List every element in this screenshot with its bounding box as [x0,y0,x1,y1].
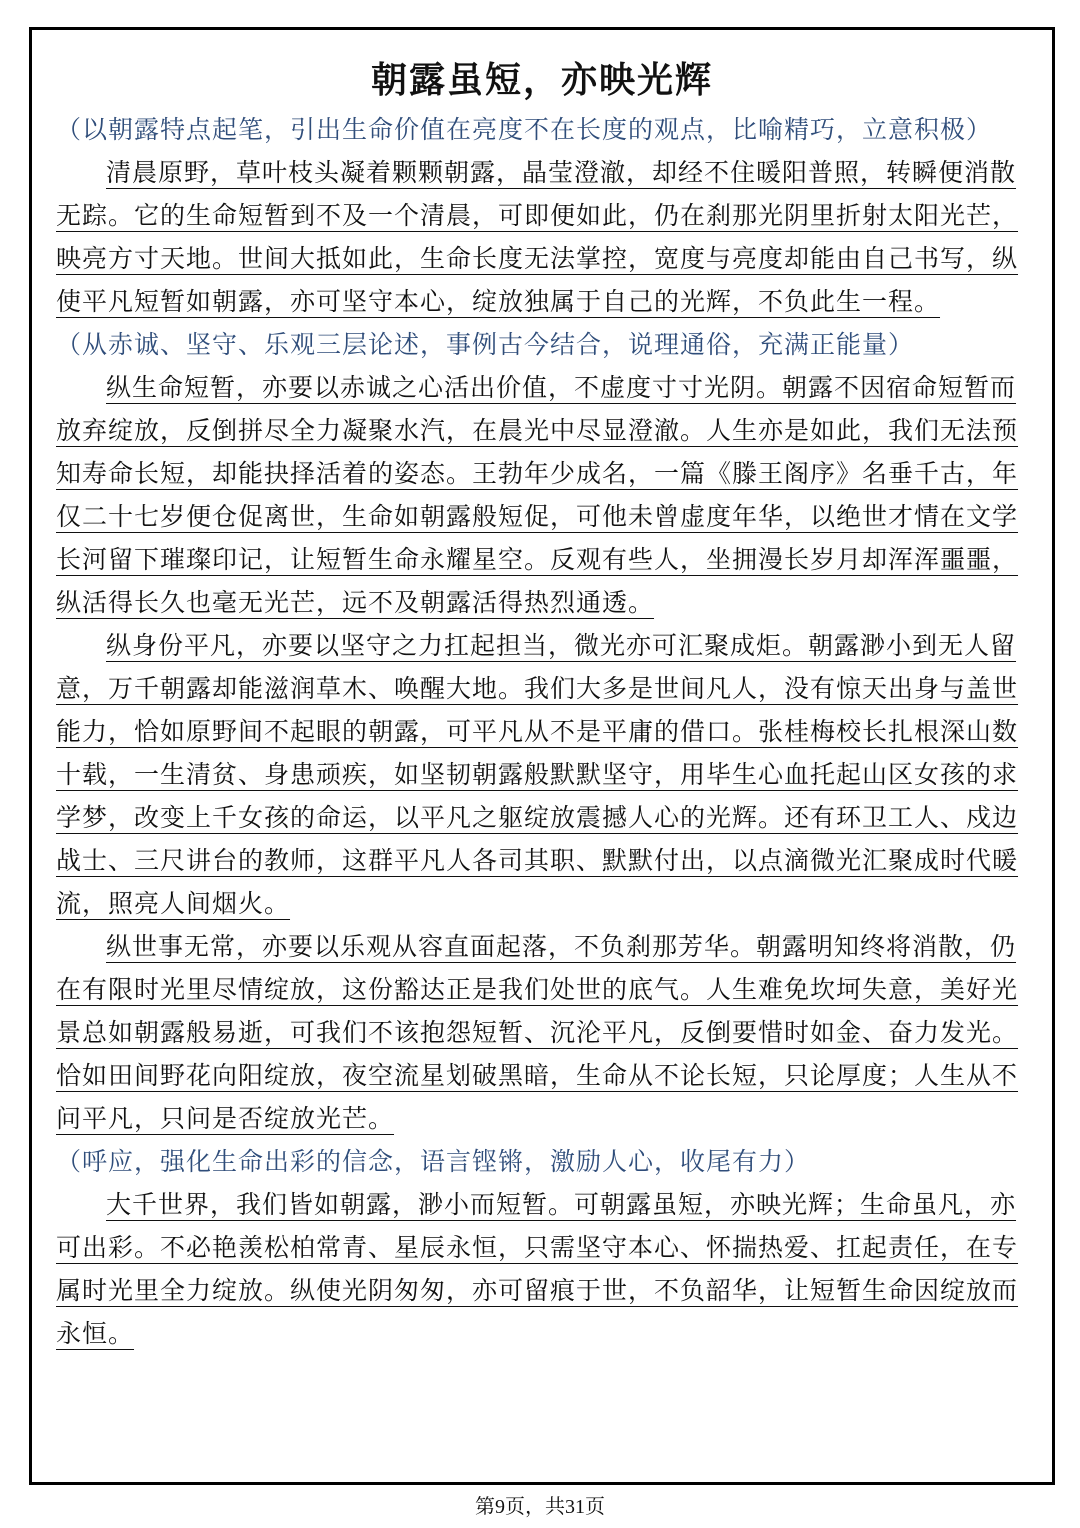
paragraph-4-text: 纵世事无常，亦要以乐观从容直面起落，不负刹那芳华。朝露明知终将消散，仍在有限时光里尽情绽放，这份豁达正是我们处世的底气。人生难免坎坷失意，美好光景总如朝露般易逝，可我们不该抱怨短暂、沉沦平凡，反倒要惜时如金、奋力发光。恰如田间野花向阳绽放，夜空流星划破黑暗，生命从不论长短，只论厚度；人生从不问平凡，只问是否绽放光芒。 [56,932,1019,1133]
paragraph-3-text: 纵身份平凡，亦要以坚守之力扛起担当，微光亦可汇聚成炬。朝露渺小到无人留意，万千朝露却能滋润草木、唤醒大地。我们大多是世间凡人，没有惊天出身与盖世能力，恰如原野间不起眼的朝露，可平凡从不是平庸的借口。张桂梅校长扎根深山数十载，一生清贫、身患顽疾，如坚韧朝露般默默坚守，用毕生心血托起山区女孩的求学梦，改变上千女孩的命运，以平凡之躯绽放震撼人心的光辉。还有环卫工人、戍边战士、三尺讲台的教师，这群平凡人各司其职、默默付出，以点滴微光汇聚成时代暖流，照亮人间烟火。 [56,631,1019,918]
paragraph-5-text: 大千世界，我们皆如朝露，渺小而短暂。可朝露虽短，亦映光辉；生命虽凡，亦可出彩。不必艳羡松柏常青、星辰永恒，只需坚守本心、怀揣热爱、扛起责任，在专属时光里全力绽放。纵使光阴匆匆，亦可留痕于世，不负韶华，让短暂生命因绽放而永恒。 [56,1190,1019,1348]
paragraph-2-text: 纵生命短暂，亦要以赤诚之心活出价值，不虚度寸寸光阴。朝露不因宿命短暂而放弃绽放，反倒拼尽全力凝聚水汽，在晨光中尽显澄澈。人生亦是如此，我们无法预知寿命长短，却能抉择活着的姿态。王勃年少成名，一篇《滕王阁序》名垂千古，年仅二十七岁便仓促离世，生命如朝露般短促，可他未曾虚度年华，以绝世才情在文学长河留下璀璨印记，让短暂生命永耀星空。反观有些人，坐拥漫长岁月却浑浑噩噩，纵活得长久也毫无光芒，远不及朝露活得热烈通透。 [56,373,1019,617]
page-number: 第9页，共31页 [475,1496,605,1518]
paragraph-1-text: 清晨原野，草叶枝头凝着颗颗朝露，晶莹澄澈，却经不住暖阳普照，转瞬便消散无踪。它的生命短暂到不及一个清晨，可即便如此，仍在刹那光阴里折射太阳光芒，映亮方寸天地。世间大抵如此，生命长度无法掌控，宽度与亮度却能由自己书写，纵使平凡短暂如朝露，亦可坚守本心，绽放独属于自己的光辉，不负此生一程。 [56,158,1019,316]
paragraph-1 [56,151,1028,323]
paragraph-5 [56,1183,1028,1355]
paragraph-2 [56,366,1028,624]
comment-body: （从赤诚、坚守、乐观三层论述，事例古今结合，说理通俗，充满正能量） [56,330,915,359]
comment-conclusion: （呼应，强化生命出彩的信念，语言铿锵，激励人心，收尾有力） [56,1147,811,1176]
comment-intro: （以朝露特点起笔，引出生命价值在亮度不在长度的观点，比喻精巧，立意积极） [56,115,993,144]
essay-title: 朝露虽短，亦映光辉 [370,59,713,101]
document-frame [29,27,1055,1485]
paragraph-3 [56,624,1028,925]
paragraph-4 [56,925,1028,1140]
